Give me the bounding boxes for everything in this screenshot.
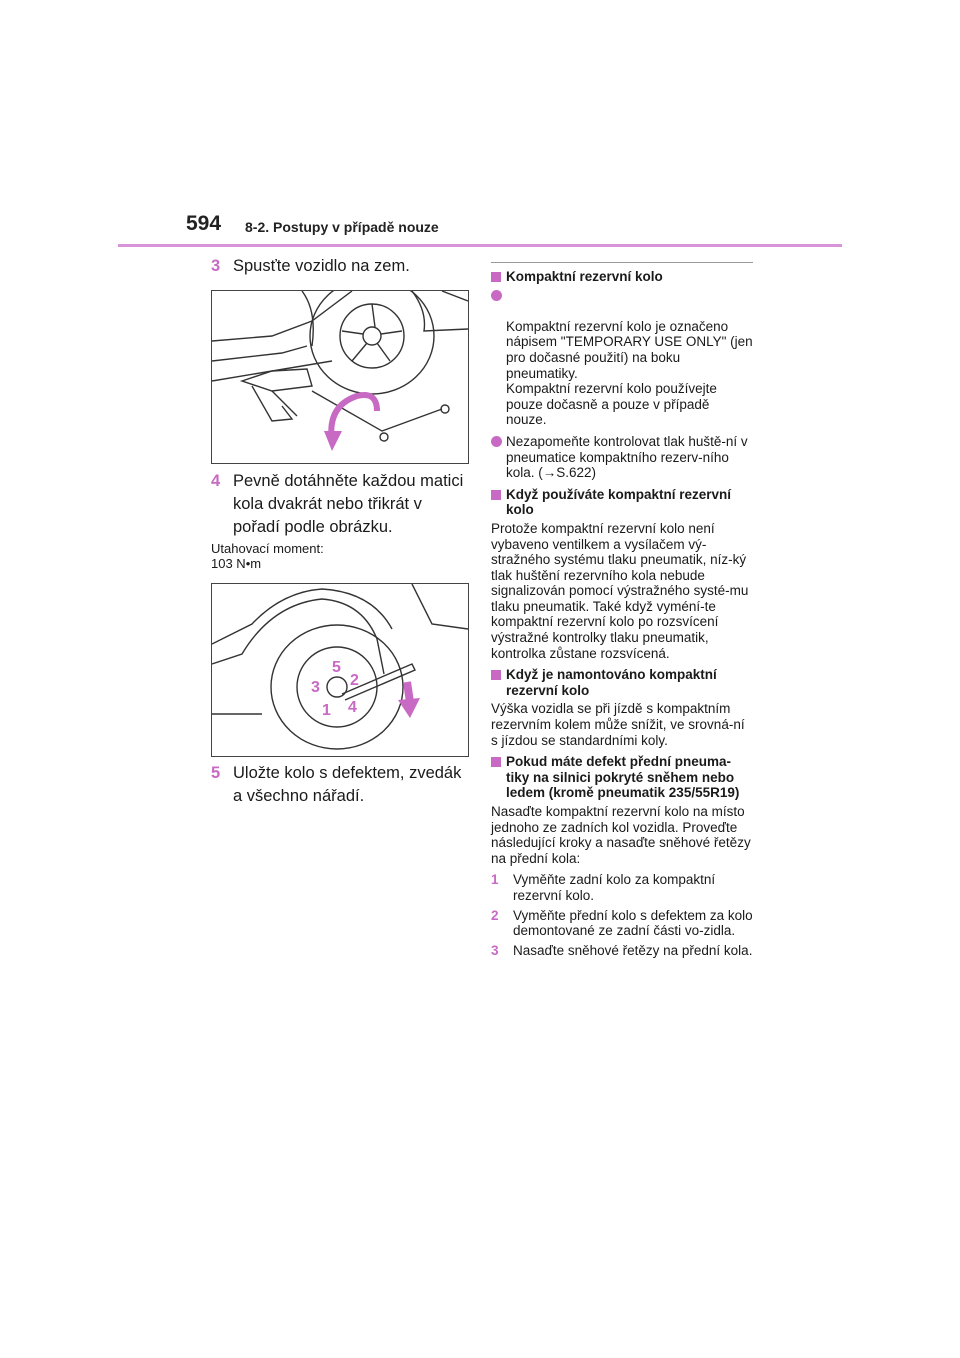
heading-using-spare: Když používáte kompaktní rezervní kolo — [491, 487, 753, 518]
step-number: 4 — [211, 472, 221, 490]
heading-compact-spare: Kompaktní rezervní kolo — [491, 269, 753, 285]
jack-lowering-illustration — [211, 290, 469, 464]
numbered-step — [491, 872, 753, 903]
step-text: Vyměňte zadní kolo za kompaktní rezervní kolo. — [513, 872, 716, 903]
nut-label-1: 1 — [322, 702, 331, 719]
nut-label-4: 4 — [348, 699, 357, 716]
square-bullet-icon — [491, 490, 501, 500]
circle-bullet-icon — [491, 290, 502, 301]
jack-lowering-drawing — [212, 291, 468, 463]
page-number: 594 — [186, 212, 222, 235]
bullet-item: Kompaktní rezervní kolo je označeno nápisem "TEMPORARY USE ONLY" (jen pro dočasné použití) na boku pneumatiky. Kompaktní rezervní kolo používejte pouze dočasně a pouze v případě nouze. — [491, 288, 753, 428]
step-text: Uložte kolo s defektem, zvedák a všechno nářadí. — [233, 764, 462, 805]
step-3 — [211, 255, 473, 279]
step-text: Pevně dotáhněte každou matici kola dvakrát nebo třikrát v pořadí podle obrázku. — [233, 472, 464, 536]
torque-spec: Utahovací moment: 103 N•m — [211, 541, 324, 571]
paragraph: Výška vozidla se při jízdě s kompaktním rezervním kolem může snížit, ve srovná-ní s jízdou se standardními koly. — [491, 701, 745, 748]
square-bullet-icon — [491, 757, 501, 767]
section-title: 8-2. Postupy v případě nouze — [245, 219, 439, 235]
column-divider — [491, 262, 753, 263]
square-bullet-icon — [491, 272, 501, 282]
step-number: 2 — [491, 907, 499, 923]
step-text: Vyměňte přední kolo s defektem za kolo demontované ze zadní části vo-zidla. — [513, 907, 753, 939]
paragraph: Nasaďte kompaktní rezervní kolo na místo jednoho ze zadních kol vozidla. Proveďte následující kroky a nasaďte sněhové řetězy na přední kola: — [491, 804, 751, 866]
header-divider — [118, 244, 842, 247]
nut-label-2: 2 — [350, 672, 359, 689]
square-bullet-icon — [491, 670, 501, 680]
right-column — [491, 262, 753, 962]
circle-bullet-icon — [491, 436, 502, 447]
nut-label-5: 5 — [332, 659, 341, 676]
bullet-item: Nezapomeňte kontrolovat tlak huště-ní v pneumatice kompaktního rezerv-ního kola. (→S.622) — [491, 434, 753, 481]
nut-tightening-illustration — [211, 583, 469, 757]
step-5 — [211, 762, 473, 812]
step-4 — [211, 470, 473, 540]
step-number: 1 — [491, 872, 499, 888]
nut-label-3: 3 — [311, 679, 320, 696]
numbered-step — [491, 908, 753, 939]
step-number: 3 — [211, 257, 221, 275]
step-number: 3 — [491, 942, 499, 958]
heading-front-flat: Pokud máte defekt přední pneuma-tiky na silnici pokryté sněhem nebo ledem (kromě pneumatik 235/55R19) — [491, 754, 753, 801]
paragraph: Protože kompaktní rezervní kolo není vybaveno ventilkem a vysílačem vý-stražného systému tlaku pneumatik, níz-ký tlak huštění rezervního kola nebude signalizován pomocí výstražného systé-mu tlaku pneumatik. Také když vyméní-te kompaktní rezervní kolo po rozsvícení výstražné kontrolky tlaku pneumatik, kontrolka zůstane rozsvícená. — [491, 520, 749, 661]
step-text: Spusťte vozidlo na zem. — [233, 257, 410, 275]
numbered-step — [491, 943, 753, 959]
heading-mounted-spare: Když je namontováno kompaktní rezervní kolo — [491, 667, 753, 698]
step-number: 5 — [211, 764, 221, 782]
step-text: Nasaďte sněhové řetězy na přední kola. — [513, 942, 753, 958]
